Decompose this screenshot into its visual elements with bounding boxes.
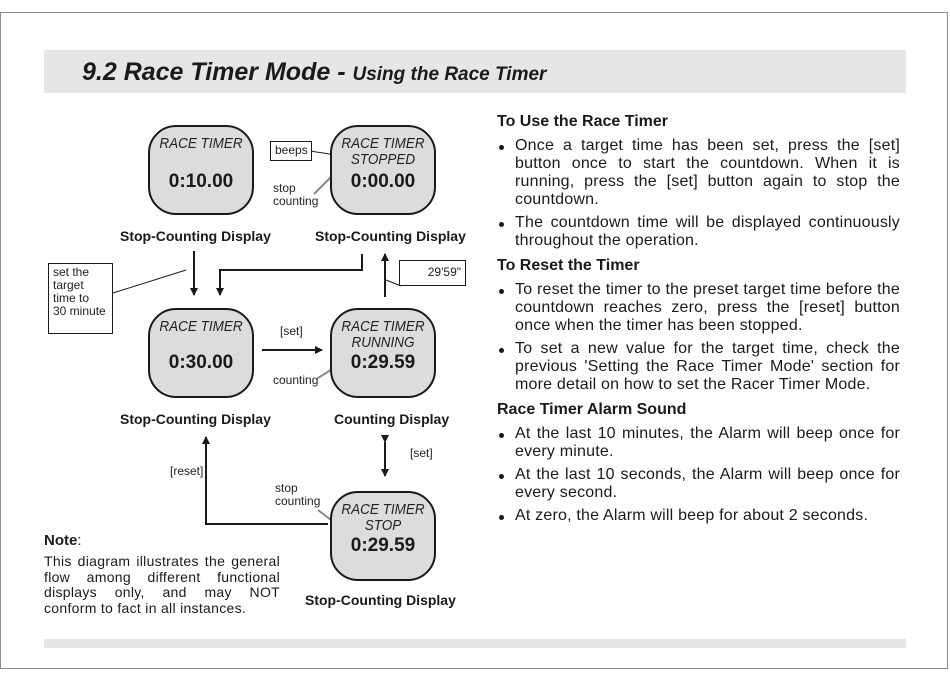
note-title-suffix: : xyxy=(77,532,82,549)
lcd-label: RACE TIMER xyxy=(159,135,243,152)
section-heading-alarm: Race Timer Alarm Sound xyxy=(497,401,687,418)
caption-display-running: Counting Display xyxy=(334,411,450,427)
section-list-alarm xyxy=(497,425,900,525)
lcd-status: RUNNING xyxy=(351,334,415,351)
caption-display-stopped: Stop-Counting Display xyxy=(315,228,466,244)
list-item: To set a new value for the target time, check the previous 'Setting the Race Timer Mode' section for more detail on how to set the Racer Timer Mode. xyxy=(497,340,900,394)
lcd-status: STOP xyxy=(364,517,402,534)
lcd-time: 0:10.00 xyxy=(168,171,234,192)
instructions-column xyxy=(497,112,900,531)
note-title: Note xyxy=(44,532,78,549)
lcd-label: RACE TIMER xyxy=(341,135,425,152)
lcd-label: RACE TIMER xyxy=(341,501,425,518)
list-item: At the last 10 seconds, the Alarm will beep once for every second. xyxy=(497,466,900,502)
caption-display-stop: Stop-Counting Display xyxy=(305,592,456,608)
lcd-label: RACE TIMER xyxy=(341,318,425,335)
title-main: 9.2 Race Timer Mode - xyxy=(82,58,353,86)
beeps-callout: beeps xyxy=(270,141,312,161)
title-sub: Using the Race Timer xyxy=(352,64,547,85)
set-label-horizontal: [set] xyxy=(280,324,303,338)
counting-label: counting xyxy=(273,373,319,387)
section-list-use xyxy=(497,137,900,250)
lcd-time: 0:29.59 xyxy=(350,352,416,373)
lcd-status: STOPPED xyxy=(350,151,416,168)
arrow-reset-back xyxy=(206,437,328,524)
reset-label: [reset] xyxy=(170,464,204,478)
lcd-display-stop xyxy=(330,491,436,581)
lcd-label: RACE TIMER xyxy=(159,318,243,335)
caption-display-initial: Stop-Counting Display xyxy=(120,228,271,244)
list-item: To reset the timer to the preset target time before the countdown reaches zero, press the [reset] button once when the timer has been stopped. xyxy=(497,281,900,335)
section-heading-use: To Use the Race Timer xyxy=(497,113,669,130)
leader-set-target xyxy=(113,270,186,293)
caption-display-target: Stop-Counting Display xyxy=(120,411,271,427)
stop-counting-label-top: stop counting xyxy=(273,181,319,208)
lcd-display-stopped xyxy=(330,125,436,215)
section-heading-reset: To Reset the Timer xyxy=(497,257,640,274)
lcd-time: 0:29.59 xyxy=(350,535,416,556)
set-label-vertical: [set] xyxy=(410,446,433,460)
footer-bar xyxy=(44,639,906,648)
stop-counting-label-bottom: stop counting xyxy=(275,481,321,508)
arrow-reset-to-target xyxy=(220,254,362,295)
note-heading xyxy=(44,532,82,550)
list-item: At the last 10 minutes, the Alarm will beep once for every minute. xyxy=(497,425,900,461)
lcd-display-running xyxy=(330,308,436,398)
lcd-display-initial xyxy=(148,125,254,215)
lcd-display-target xyxy=(148,308,254,398)
list-item: At zero, the Alarm will beep for about 2 seconds. xyxy=(497,507,900,525)
section-list-reset xyxy=(497,281,900,394)
set-target-note: set the target time to 30 minute xyxy=(48,263,113,334)
list-item: The countdown time will be displayed continuously throughout the operation. xyxy=(497,214,900,250)
lcd-time: 0:30.00 xyxy=(168,352,234,373)
list-item: Once a target time has been set, press the [set] button once to start the countdown. When it is running, press the [set] button again to stop the countdown. xyxy=(497,137,900,209)
note-text: This diagram illustrates the general flow among different functional displays only, and may NOT conform to fact in all instances. xyxy=(44,553,280,616)
timeout-callout: 29'59" xyxy=(399,260,466,286)
lcd-time: 0:00.00 xyxy=(350,171,416,192)
